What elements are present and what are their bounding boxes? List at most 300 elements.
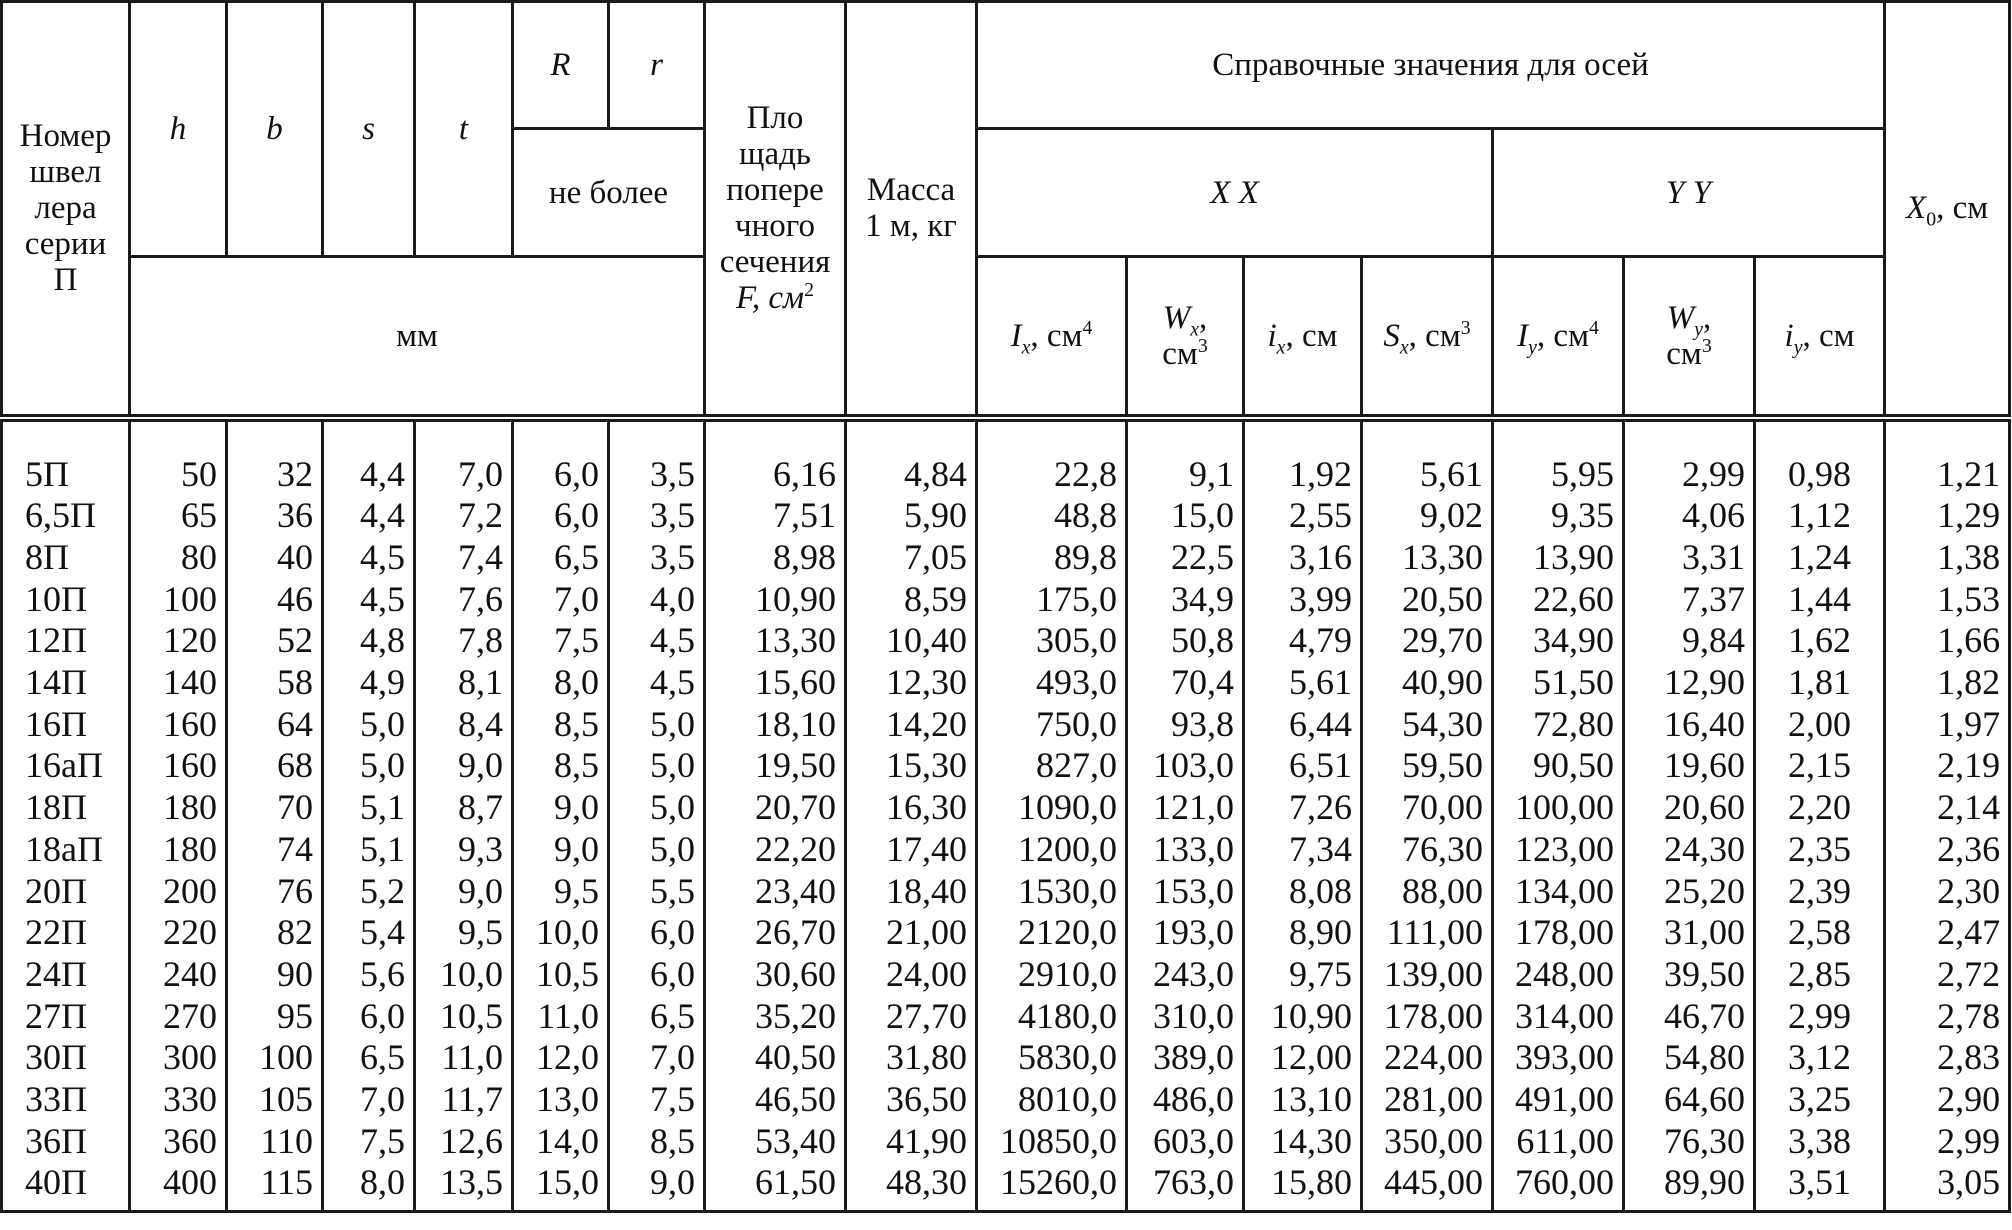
cell-X0: 1,53 bbox=[1885, 579, 2010, 621]
cell-Iy: 491,00 bbox=[1493, 1079, 1624, 1121]
header-reference-values: Справочные значения для осей bbox=[977, 2, 1885, 129]
cell-ix: 9,75 bbox=[1244, 954, 1362, 996]
cell-X0: 1,66 bbox=[1885, 620, 2010, 662]
cell-b: 82 bbox=[227, 912, 323, 954]
header-r: r bbox=[609, 2, 705, 129]
header-R: R bbox=[513, 2, 609, 129]
cell-s: 7,5 bbox=[323, 1121, 415, 1163]
cell-Iy: 72,80 bbox=[1493, 704, 1624, 746]
cell-R: 11,0 bbox=[513, 996, 609, 1038]
cell-Iy: 611,00 bbox=[1493, 1121, 1624, 1163]
cell-Sx: 70,00 bbox=[1362, 787, 1493, 829]
cell-s: 5,0 bbox=[323, 745, 415, 787]
header-ix: $i_x$, см bbox=[1244, 257, 1362, 418]
cell-iy: 3,25 bbox=[1755, 1079, 1885, 1121]
cell-s: 6,5 bbox=[323, 1037, 415, 1079]
cell-ix: 8,08 bbox=[1244, 871, 1362, 913]
cell-iy: 0,98 bbox=[1755, 418, 1885, 496]
cell-iy: 3,51 bbox=[1755, 1162, 1885, 1211]
cell-channel-number: 33П bbox=[2, 1079, 130, 1121]
cell-Sx: 224,00 bbox=[1362, 1037, 1493, 1079]
cell-b: 110 bbox=[227, 1121, 323, 1163]
cell-X0: 1,21 bbox=[1885, 418, 2010, 496]
cell-Wy: 9,84 bbox=[1624, 620, 1755, 662]
cell-ix: 12,00 bbox=[1244, 1037, 1362, 1079]
cell-Ix: 305,0 bbox=[977, 620, 1127, 662]
cell-R: 6,0 bbox=[513, 495, 609, 537]
cell-b: 64 bbox=[227, 704, 323, 746]
cell-X0: 1,38 bbox=[1885, 537, 2010, 579]
cell-Iy: 51,50 bbox=[1493, 662, 1624, 704]
cell-h: 180 bbox=[130, 829, 227, 871]
cell-h: 120 bbox=[130, 620, 227, 662]
cell-h: 330 bbox=[130, 1079, 227, 1121]
cell-Wx: 15,0 bbox=[1127, 495, 1244, 537]
cell-Iy: 9,35 bbox=[1493, 495, 1624, 537]
cell-r: 5,0 bbox=[609, 745, 705, 787]
cell-ix: 7,34 bbox=[1244, 829, 1362, 871]
cell-Sx: 40,90 bbox=[1362, 662, 1493, 704]
cell-Ix: 493,0 bbox=[977, 662, 1127, 704]
cell-Ix: 8010,0 bbox=[977, 1079, 1127, 1121]
cell-b: 70 bbox=[227, 787, 323, 829]
cell-mass-per-m: 7,05 bbox=[846, 537, 977, 579]
cell-t: 8,4 bbox=[415, 704, 513, 746]
cell-Ix: 750,0 bbox=[977, 704, 1127, 746]
cell-mass-per-m: 27,70 bbox=[846, 996, 977, 1038]
header-Wy: $W_y$, $см^3$ bbox=[1624, 257, 1755, 418]
cell-Sx: 88,00 bbox=[1362, 871, 1493, 913]
cell-h: 80 bbox=[130, 537, 227, 579]
cell-s: 4,8 bbox=[323, 620, 415, 662]
cell-Wy: 31,00 bbox=[1624, 912, 1755, 954]
cell-area-F: 26,70 bbox=[705, 912, 846, 954]
cell-s: 6,0 bbox=[323, 996, 415, 1038]
cell-Ix: 48,8 bbox=[977, 495, 1127, 537]
cell-t: 8,7 bbox=[415, 787, 513, 829]
cell-Iy: 248,00 bbox=[1493, 954, 1624, 996]
cell-Wx: 70,4 bbox=[1127, 662, 1244, 704]
cell-Ix: 10850,0 bbox=[977, 1121, 1127, 1163]
cell-r: 5,5 bbox=[609, 871, 705, 913]
cell-X0: 2,90 bbox=[1885, 1079, 2010, 1121]
cell-r: 9,0 bbox=[609, 1162, 705, 1211]
table-row bbox=[2, 418, 2010, 496]
cell-s: 4,5 bbox=[323, 579, 415, 621]
cell-s: 4,5 bbox=[323, 537, 415, 579]
cell-t: 9,0 bbox=[415, 745, 513, 787]
cell-area-F: 40,50 bbox=[705, 1037, 846, 1079]
cell-ix: 6,51 bbox=[1244, 745, 1362, 787]
cell-X0: 1,82 bbox=[1885, 662, 2010, 704]
cell-iy: 1,44 bbox=[1755, 579, 1885, 621]
cell-r: 4,5 bbox=[609, 620, 705, 662]
cell-area-F: 22,20 bbox=[705, 829, 846, 871]
cell-X0: 1,97 bbox=[1885, 704, 2010, 746]
cell-Sx: 111,00 bbox=[1362, 912, 1493, 954]
cell-t: 9,0 bbox=[415, 871, 513, 913]
table-row bbox=[2, 1121, 2010, 1163]
header-mm: мм bbox=[130, 257, 705, 418]
cell-Ix: 175,0 bbox=[977, 579, 1127, 621]
cell-Wy: 54,80 bbox=[1624, 1037, 1755, 1079]
cell-t: 10,5 bbox=[415, 996, 513, 1038]
cell-mass-per-m: 8,59 bbox=[846, 579, 977, 621]
cell-ix: 8,90 bbox=[1244, 912, 1362, 954]
cell-s: 5,6 bbox=[323, 954, 415, 996]
header-Iy: $I_y$, $см^4$ bbox=[1493, 257, 1624, 418]
cell-r: 6,0 bbox=[609, 954, 705, 996]
cell-Sx: 139,00 bbox=[1362, 954, 1493, 996]
cell-R: 15,0 bbox=[513, 1162, 609, 1211]
cell-Iy: 123,00 bbox=[1493, 829, 1624, 871]
cell-X0: 3,05 bbox=[1885, 1162, 2010, 1211]
cell-Wy: 20,60 bbox=[1624, 787, 1755, 829]
cell-Sx: 5,61 bbox=[1362, 418, 1493, 496]
cell-R: 12,0 bbox=[513, 1037, 609, 1079]
cell-channel-number: 14П bbox=[2, 662, 130, 704]
cell-X0: 1,29 bbox=[1885, 495, 2010, 537]
cell-Wx: 22,5 bbox=[1127, 537, 1244, 579]
cell-t: 8,1 bbox=[415, 662, 513, 704]
table-row bbox=[2, 871, 2010, 913]
cell-mass-per-m: 21,00 bbox=[846, 912, 977, 954]
cell-Sx: 59,50 bbox=[1362, 745, 1493, 787]
header-area: Пло щадь попере чного сечения F, $см^2$ bbox=[705, 2, 846, 418]
cell-Wy: 19,60 bbox=[1624, 745, 1755, 787]
table-row bbox=[2, 996, 2010, 1038]
cell-h: 160 bbox=[130, 704, 227, 746]
cell-Wx: 763,0 bbox=[1127, 1162, 1244, 1211]
cell-h: 400 bbox=[130, 1162, 227, 1211]
cell-iy: 3,12 bbox=[1755, 1037, 1885, 1079]
cell-mass-per-m: 41,90 bbox=[846, 1121, 977, 1163]
cell-Ix: 1090,0 bbox=[977, 787, 1127, 829]
cell-Wy: 89,90 bbox=[1624, 1162, 1755, 1211]
cell-Wx: 310,0 bbox=[1127, 996, 1244, 1038]
cell-Sx: 13,30 bbox=[1362, 537, 1493, 579]
table-header bbox=[2, 2, 2010, 418]
cell-ix: 3,99 bbox=[1244, 579, 1362, 621]
cell-Ix: 2910,0 bbox=[977, 954, 1127, 996]
cell-Iy: 100,00 bbox=[1493, 787, 1624, 829]
cell-mass-per-m: 36,50 bbox=[846, 1079, 977, 1121]
cell-r: 4,5 bbox=[609, 662, 705, 704]
cell-Wx: 193,0 bbox=[1127, 912, 1244, 954]
cell-Iy: 760,00 bbox=[1493, 1162, 1624, 1211]
cell-b: 115 bbox=[227, 1162, 323, 1211]
table-row bbox=[2, 1079, 2010, 1121]
cell-s: 7,0 bbox=[323, 1079, 415, 1121]
cell-Wx: 243,0 bbox=[1127, 954, 1244, 996]
cell-Iy: 134,00 bbox=[1493, 871, 1624, 913]
cell-t: 9,3 bbox=[415, 829, 513, 871]
cell-area-F: 53,40 bbox=[705, 1121, 846, 1163]
cell-t: 7,6 bbox=[415, 579, 513, 621]
cell-b: 100 bbox=[227, 1037, 323, 1079]
cell-X0: 2,47 bbox=[1885, 912, 2010, 954]
cell-X0: 2,72 bbox=[1885, 954, 2010, 996]
cell-Sx: 445,00 bbox=[1362, 1162, 1493, 1211]
cell-b: 95 bbox=[227, 996, 323, 1038]
cell-area-F: 20,70 bbox=[705, 787, 846, 829]
cell-area-F: 30,60 bbox=[705, 954, 846, 996]
cell-b: 36 bbox=[227, 495, 323, 537]
cell-iy: 2,85 bbox=[1755, 954, 1885, 996]
cell-Wy: 76,30 bbox=[1624, 1121, 1755, 1163]
cell-R: 6,5 bbox=[513, 537, 609, 579]
cell-channel-number: 36П bbox=[2, 1121, 130, 1163]
cell-Wy: 4,06 bbox=[1624, 495, 1755, 537]
cell-Wy: 25,20 bbox=[1624, 871, 1755, 913]
table-body bbox=[2, 418, 2010, 1212]
cell-h: 180 bbox=[130, 787, 227, 829]
cell-mass-per-m: 31,80 bbox=[846, 1037, 977, 1079]
cell-ix: 1,92 bbox=[1244, 418, 1362, 496]
cell-iy: 1,81 bbox=[1755, 662, 1885, 704]
cell-h: 240 bbox=[130, 954, 227, 996]
cell-b: 52 bbox=[227, 620, 323, 662]
cell-iy: 2,99 bbox=[1755, 996, 1885, 1038]
cell-b: 90 bbox=[227, 954, 323, 996]
cell-area-F: 23,40 bbox=[705, 871, 846, 913]
cell-ix: 2,55 bbox=[1244, 495, 1362, 537]
cell-h: 100 bbox=[130, 579, 227, 621]
cell-t: 7,2 bbox=[415, 495, 513, 537]
cell-iy: 2,35 bbox=[1755, 829, 1885, 871]
cell-channel-number: 5П bbox=[2, 418, 130, 496]
cell-X0: 2,30 bbox=[1885, 871, 2010, 913]
cell-mass-per-m: 4,84 bbox=[846, 418, 977, 496]
cell-t: 10,0 bbox=[415, 954, 513, 996]
cell-Wx: 121,0 bbox=[1127, 787, 1244, 829]
cell-ix: 3,16 bbox=[1244, 537, 1362, 579]
header-axis-x: X X bbox=[977, 129, 1493, 257]
cell-t: 7,4 bbox=[415, 537, 513, 579]
header-axis-y: Y Y bbox=[1493, 129, 1885, 257]
cell-mass-per-m: 10,40 bbox=[846, 620, 977, 662]
cell-b: 68 bbox=[227, 745, 323, 787]
cell-channel-number: 22П bbox=[2, 912, 130, 954]
cell-area-F: 18,10 bbox=[705, 704, 846, 746]
cell-ix: 15,80 bbox=[1244, 1162, 1362, 1211]
cell-r: 5,0 bbox=[609, 787, 705, 829]
cell-s: 8,0 bbox=[323, 1162, 415, 1211]
cell-mass-per-m: 18,40 bbox=[846, 871, 977, 913]
cell-Ix: 15260,0 bbox=[977, 1162, 1127, 1211]
cell-R: 8,5 bbox=[513, 745, 609, 787]
header-not-more: не более bbox=[513, 129, 705, 257]
cell-r: 5,0 bbox=[609, 829, 705, 871]
cell-channel-number: 10П bbox=[2, 579, 130, 621]
cell-area-F: 19,50 bbox=[705, 745, 846, 787]
header-Ix: $I_x$, $см^4$ bbox=[977, 257, 1127, 418]
cell-R: 9,0 bbox=[513, 787, 609, 829]
cell-s: 5,2 bbox=[323, 871, 415, 913]
cell-Wx: 133,0 bbox=[1127, 829, 1244, 871]
cell-Ix: 1530,0 bbox=[977, 871, 1127, 913]
cell-mass-per-m: 17,40 bbox=[846, 829, 977, 871]
cell-Sx: 350,00 bbox=[1362, 1121, 1493, 1163]
cell-R: 6,0 bbox=[513, 418, 609, 496]
cell-Sx: 281,00 bbox=[1362, 1079, 1493, 1121]
cell-Wx: 50,8 bbox=[1127, 620, 1244, 662]
cell-iy: 2,20 bbox=[1755, 787, 1885, 829]
cell-area-F: 8,98 bbox=[705, 537, 846, 579]
cell-mass-per-m: 5,90 bbox=[846, 495, 977, 537]
cell-mass-per-m: 14,20 bbox=[846, 704, 977, 746]
cell-area-F: 46,50 bbox=[705, 1079, 846, 1121]
table-row bbox=[2, 954, 2010, 996]
cell-Sx: 20,50 bbox=[1362, 579, 1493, 621]
cell-b: 76 bbox=[227, 871, 323, 913]
cell-r: 3,5 bbox=[609, 537, 705, 579]
cell-h: 160 bbox=[130, 745, 227, 787]
cell-s: 4,4 bbox=[323, 418, 415, 496]
cell-r: 7,5 bbox=[609, 1079, 705, 1121]
cell-mass-per-m: 24,00 bbox=[846, 954, 977, 996]
cell-Ix: 827,0 bbox=[977, 745, 1127, 787]
table-row bbox=[2, 745, 2010, 787]
cell-mass-per-m: 48,30 bbox=[846, 1162, 977, 1211]
cell-area-F: 10,90 bbox=[705, 579, 846, 621]
cell-b: 32 bbox=[227, 418, 323, 496]
cell-R: 13,0 bbox=[513, 1079, 609, 1121]
cell-iy: 2,58 bbox=[1755, 912, 1885, 954]
cell-R: 14,0 bbox=[513, 1121, 609, 1163]
cell-R: 7,0 bbox=[513, 579, 609, 621]
cell-Ix: 89,8 bbox=[977, 537, 1127, 579]
cell-Iy: 5,95 bbox=[1493, 418, 1624, 496]
cell-R: 8,5 bbox=[513, 704, 609, 746]
cell-Wx: 603,0 bbox=[1127, 1121, 1244, 1163]
table-row bbox=[2, 704, 2010, 746]
header-iy: $i_y$, см bbox=[1755, 257, 1885, 418]
cell-R: 8,0 bbox=[513, 662, 609, 704]
cell-s: 4,4 bbox=[323, 495, 415, 537]
cell-Wx: 103,0 bbox=[1127, 745, 1244, 787]
cell-Ix: 22,8 bbox=[977, 418, 1127, 496]
cell-Ix: 5830,0 bbox=[977, 1037, 1127, 1079]
cell-ix: 10,90 bbox=[1244, 996, 1362, 1038]
cell-channel-number: 6,5П bbox=[2, 495, 130, 537]
cell-t: 9,5 bbox=[415, 912, 513, 954]
area-unit: F, см bbox=[735, 280, 805, 317]
cell-Wy: 12,90 bbox=[1624, 662, 1755, 704]
cell-iy: 2,15 bbox=[1755, 745, 1885, 787]
cell-h: 140 bbox=[130, 662, 227, 704]
cell-area-F: 7,51 bbox=[705, 495, 846, 537]
cell-h: 300 bbox=[130, 1037, 227, 1079]
cell-Sx: 178,00 bbox=[1362, 996, 1493, 1038]
cell-area-F: 13,30 bbox=[705, 620, 846, 662]
cell-ix: 7,26 bbox=[1244, 787, 1362, 829]
cell-t: 13,5 bbox=[415, 1162, 513, 1211]
cell-Iy: 178,00 bbox=[1493, 912, 1624, 954]
cell-s: 4,9 bbox=[323, 662, 415, 704]
cell-b: 105 bbox=[227, 1079, 323, 1121]
cell-Wy: 2,99 bbox=[1624, 418, 1755, 496]
table-row bbox=[2, 787, 2010, 829]
table-row bbox=[2, 620, 2010, 662]
cell-Wx: 389,0 bbox=[1127, 1037, 1244, 1079]
cell-Sx: 54,30 bbox=[1362, 704, 1493, 746]
table-row bbox=[2, 1162, 2010, 1211]
table-row bbox=[2, 495, 2010, 537]
cell-Wy: 24,30 bbox=[1624, 829, 1755, 871]
table-row bbox=[2, 579, 2010, 621]
cell-h: 360 bbox=[130, 1121, 227, 1163]
cell-iy: 1,24 bbox=[1755, 537, 1885, 579]
cell-R: 10,5 bbox=[513, 954, 609, 996]
header-Wx: $W_x$, $см^3$ bbox=[1127, 257, 1244, 418]
cell-channel-number: 16аП bbox=[2, 745, 130, 787]
cell-s: 5,1 bbox=[323, 787, 415, 829]
cell-Iy: 314,00 bbox=[1493, 996, 1624, 1038]
cell-channel-number: 12П bbox=[2, 620, 130, 662]
cell-Wy: 7,37 bbox=[1624, 579, 1755, 621]
cell-X0: 2,99 bbox=[1885, 1121, 2010, 1163]
cell-Sx: 9,02 bbox=[1362, 495, 1493, 537]
cell-channel-number: 18аП bbox=[2, 829, 130, 871]
cell-mass-per-m: 15,30 bbox=[846, 745, 977, 787]
cell-Wy: 3,31 bbox=[1624, 537, 1755, 579]
cell-ix: 5,61 bbox=[1244, 662, 1362, 704]
cell-R: 10,0 bbox=[513, 912, 609, 954]
cell-Wx: 93,8 bbox=[1127, 704, 1244, 746]
header-channel-number: Номер швел лера серии П bbox=[2, 2, 130, 418]
cell-t: 11,0 bbox=[415, 1037, 513, 1079]
table-row bbox=[2, 662, 2010, 704]
cell-Ix: 2120,0 bbox=[977, 912, 1127, 954]
cell-ix: 4,79 bbox=[1244, 620, 1362, 662]
cell-h: 270 bbox=[130, 996, 227, 1038]
cell-iy: 2,00 bbox=[1755, 704, 1885, 746]
cell-channel-number: 18П bbox=[2, 787, 130, 829]
header-h: h bbox=[130, 2, 227, 257]
cell-r: 7,0 bbox=[609, 1037, 705, 1079]
cell-channel-number: 30П bbox=[2, 1037, 130, 1079]
cell-h: 200 bbox=[130, 871, 227, 913]
cell-t: 12,6 bbox=[415, 1121, 513, 1163]
cell-r: 3,5 bbox=[609, 495, 705, 537]
cell-channel-number: 20П bbox=[2, 871, 130, 913]
cell-ix: 6,44 bbox=[1244, 704, 1362, 746]
cell-channel-number: 8П bbox=[2, 537, 130, 579]
cell-h: 50 bbox=[130, 418, 227, 496]
cell-iy: 2,39 bbox=[1755, 871, 1885, 913]
cell-Iy: 13,90 bbox=[1493, 537, 1624, 579]
cell-iy: 1,62 bbox=[1755, 620, 1885, 662]
cell-channel-number: 40П bbox=[2, 1162, 130, 1211]
table-row bbox=[2, 537, 2010, 579]
cell-s: 5,4 bbox=[323, 912, 415, 954]
cell-X0: 2,36 bbox=[1885, 829, 2010, 871]
cell-t: 7,8 bbox=[415, 620, 513, 662]
cell-channel-number: 16П bbox=[2, 704, 130, 746]
cell-t: 11,7 bbox=[415, 1079, 513, 1121]
cell-X0: 2,83 bbox=[1885, 1037, 2010, 1079]
cell-s: 5,0 bbox=[323, 704, 415, 746]
cell-h: 220 bbox=[130, 912, 227, 954]
cell-Wx: 9,1 bbox=[1127, 418, 1244, 496]
cell-X0: 2,19 bbox=[1885, 745, 2010, 787]
cell-mass-per-m: 16,30 bbox=[846, 787, 977, 829]
cell-area-F: 6,16 bbox=[705, 418, 846, 496]
header-t: t bbox=[415, 2, 513, 257]
cell-channel-number: 27П bbox=[2, 996, 130, 1038]
cell-b: 58 bbox=[227, 662, 323, 704]
